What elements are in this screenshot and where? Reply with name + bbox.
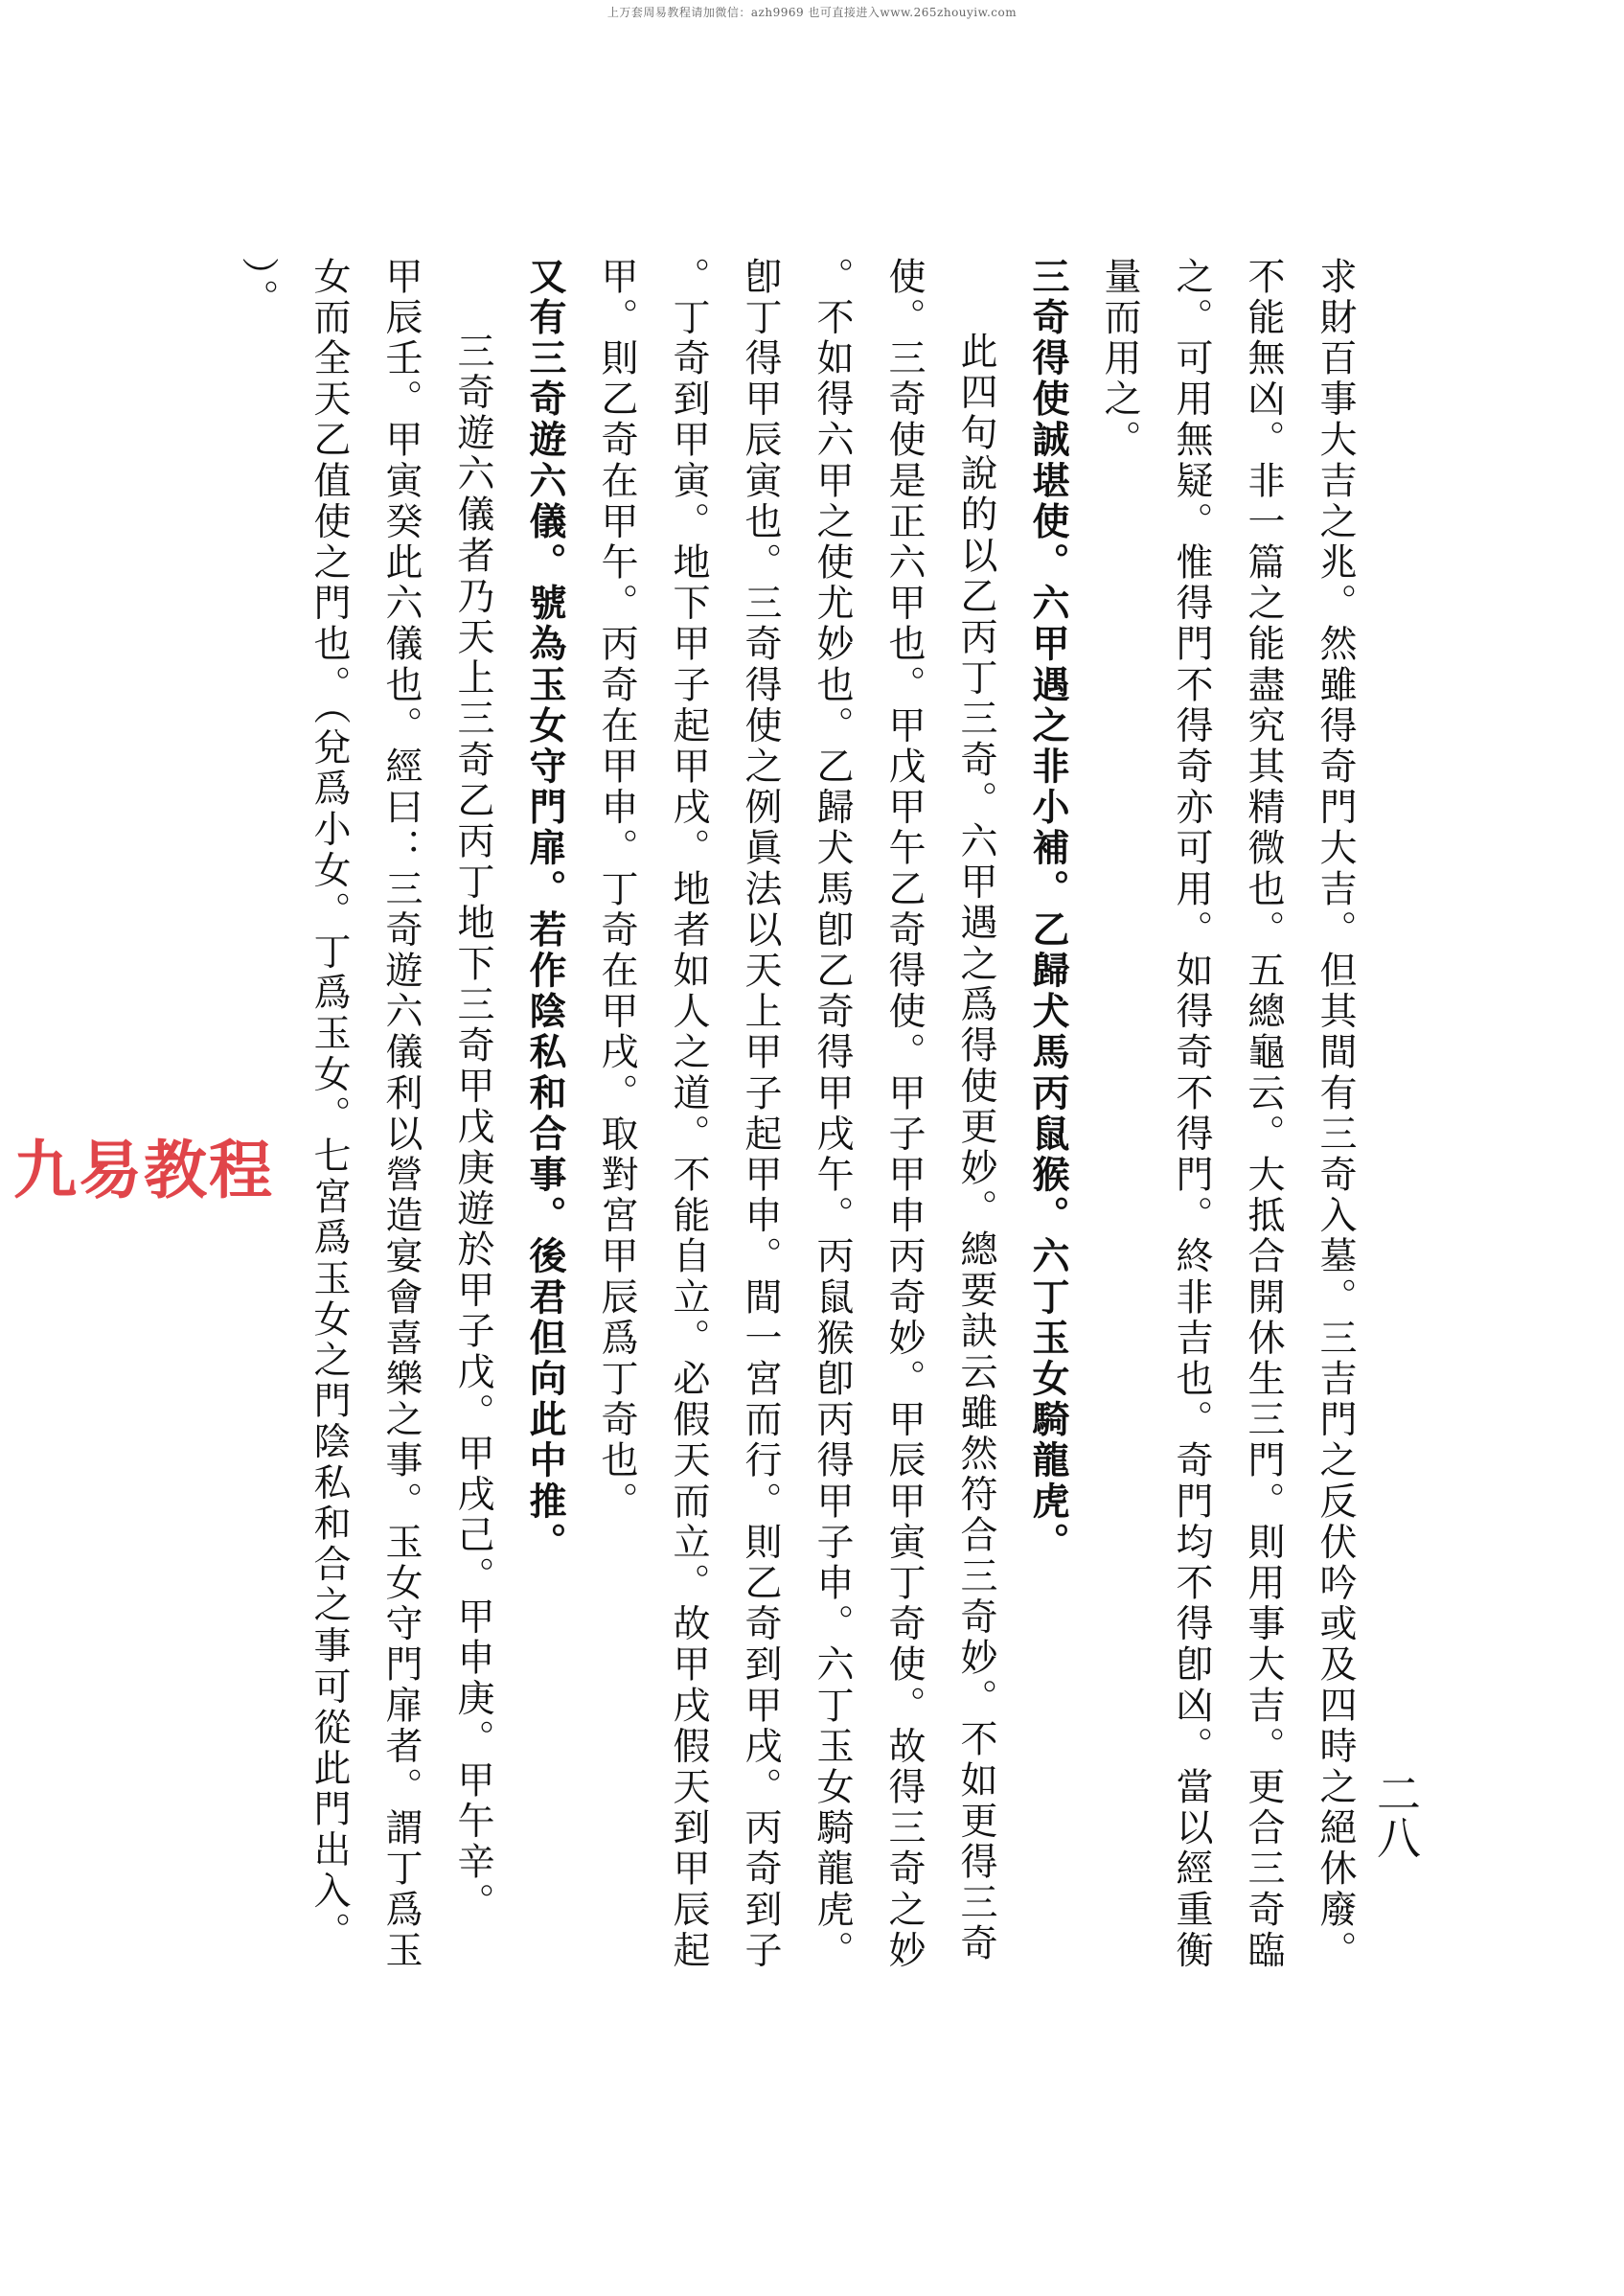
verse-heading-1: 三奇得使誠堪使。六甲遇之非小補。乙歸犬馬丙鼠猴。六丁玉女騎龍虎。 xyxy=(1026,257,1069,1564)
top-banner-text: 上万套周易教程请加微信：azh9969 也可直接进入www.265zhouyiw.com xyxy=(606,6,1018,19)
text-column-16: ）。 xyxy=(236,257,279,320)
text-column-3: 之。可用無疑。惟得門不得奇亦可用。如得奇不得門。終非吉也。奇門均不得卽凶。當以經重衡 xyxy=(1170,257,1213,1972)
text-column-7: 使。三奇使是正六甲也。甲戊甲午乙奇得使。甲子甲申丙奇妙。甲辰甲寅丁奇使。故得三奇之妙 xyxy=(882,257,926,1972)
text-column-4: 量而用之。 xyxy=(1098,257,1141,461)
text-column-6: 此四句說的以乙丙丁三奇。六甲遇之爲得使更妙。總要訣云雖然符合三奇妙。不如更得三奇 xyxy=(954,332,997,1964)
text-column-13: 三奇遊六儀者乃天上三奇乙丙丁地下三奇甲戊庚遊於甲子戊。甲戌己。甲申庚。甲午辛。 xyxy=(451,332,494,1924)
text-column-15: 女而全天乙值使之門也。（兌爲小女。丁爲玉女。七宮爲玉女之門陰私和合之事可從此門出入。 xyxy=(308,257,351,1953)
page-number: 二八 xyxy=(1370,1771,1422,1859)
text-column-14: 甲辰壬。甲寅癸此六儀也。經曰：三奇遊六儀利以營造宴會喜樂之事。玉女守門扉者。謂丁爲玉 xyxy=(379,257,423,1972)
watermark-logo: 九易教程 xyxy=(13,1134,274,1207)
text-column-8: 。不如得六甲之使尤妙也。乙歸犬馬卽乙奇得甲戌午。丙鼠猴卽丙得甲子申。六丁玉女騎龍虎。 xyxy=(811,257,854,1972)
verse-heading-2: 又有三奇遊六儀。號為玉女守門扉。若作陰私和合事。後君但向此中推。 xyxy=(523,257,566,1564)
text-column-11: 甲。則乙奇在甲午。丙奇在甲申。丁奇在甲戌。取對宮甲辰爲丁奇也。 xyxy=(595,257,638,1523)
text-column-9: 卽丁得甲辰寅也。三奇得使之例眞法以天上甲子起甲申。間一宮而行。則乙奇到甲戌。丙奇到子 xyxy=(739,257,782,1972)
text-column-1: 求財百事大吉之兆。然雖得奇門大吉。但其間有三奇入墓。三吉門之反伏吟或及四時之絕休廢。 xyxy=(1314,257,1357,1972)
text-column-2: 不能無凶。非一篇之能盡究其精微也。五總龜云。大抵合開休生三門。則用事大吉。更合三奇臨 xyxy=(1242,257,1285,1972)
text-column-10: 。丁奇到甲寅。地下甲子起甲戌。地者如人之道。不能自立。必假天而立。故甲戌假天到甲辰起 xyxy=(667,257,710,1972)
